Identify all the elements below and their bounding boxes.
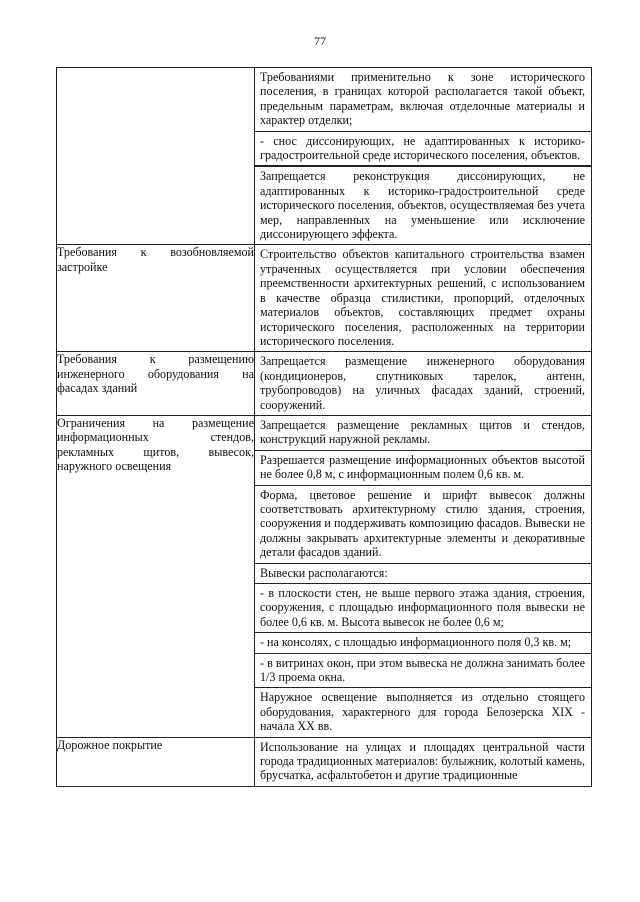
row-label: Требования к возобновляемой застройке (57, 245, 255, 352)
paragraph: - снос диссонирующих, не адаптированных к историко-градостроительной среде исторического поселения, объектов. (255, 131, 591, 167)
paragraph: Запрещается реконструкция диссонирующих, не адаптированных к историко-градостроительной среде исторического поселения, объектов, осуществляемая без учета мер, направленных на уменьшение или исключение диссонирующего эффекта. (255, 166, 591, 244)
paragraph: Вывески располагаются: (255, 564, 591, 584)
paragraph: Запрещается размещение инженерного оборудования (кондиционеров, спутниковых тарелок, антенн, трубопроводов) на уличных фасадах зданий, строений, сооружений. (260, 354, 585, 412)
row-content (255, 415, 592, 737)
paragraph: Строительство объектов капитального строительства взамен утраченных осуществляется при условии обеспечения преемственности архитектурных решений, с использованием в качестве образца стилистики, пропорций, отделочных материалов объектов, составляющих предмет охраны исторического поселения, расположенных на территории исторического поселения. (260, 247, 585, 348)
row-label (57, 68, 255, 245)
row-content (255, 245, 592, 352)
row-label: Дорожное покрытие (57, 737, 255, 786)
paragraph: - в плоскости стен, не выше первого этажа здания, строения, сооружения, с площадью информационного поля вывески не более 0,6 кв. м. Высота вывесок не более 0,6 м; (255, 584, 591, 633)
row-content (255, 352, 592, 416)
table-row (57, 68, 592, 245)
paragraph: Требованиями применительно к зоне исторического поселения, в границах которой располагается такой объект, предельным параметрам, включая отделочные материалы и характер отделки; (260, 70, 585, 128)
row-label: Требования к размещению инженерного оборудования на фасадах зданий (57, 352, 255, 416)
table-row (57, 737, 592, 786)
table-row (57, 415, 592, 737)
paragraph: Форма, цветовое решение и шрифт вывесок должны соответствовать архитектурному стилю здания, строения, сооружения и поддерживать композицию фасадов. Вывески не должны закрывать архитектурные элементы и декоративные детали фасадов зданий. (255, 486, 591, 564)
paragraph: Запрещается размещение рекламных щитов и стендов, конструкций наружной рекламы. (255, 416, 591, 451)
row-label: Ограничения на размещение информационных стендов, рекламных щитов, вывесок, наружного освещения (57, 415, 255, 737)
table-row (57, 245, 592, 352)
table-row (57, 352, 592, 416)
paragraph: Использование на улицах и площадях центральной части города традиционных материалов: булыжник, колотый камень, брусчатка, асфальтобетон и другие традиционные (260, 739, 585, 783)
paragraph: Наружное освещение выполняется из отдельно стоящего оборудования, характерного для города Белозерска XIX - начала XX вв. (260, 690, 585, 734)
row-content (255, 737, 592, 786)
paragraph: - на консолях, с площадью информационного поля 0,3 кв. м; (255, 633, 591, 653)
page-number: 77 (314, 34, 326, 48)
regulations-table (56, 67, 592, 787)
paragraph: Разрешается размещение информационных объектов высотой не более 0,8 м, с информационным полем 0,6 кв. м. (255, 451, 591, 486)
row-content (255, 68, 592, 245)
paragraph: - в витринах окон, при этом вывеска не должна занимать более 1/3 проема окна. (255, 654, 591, 689)
